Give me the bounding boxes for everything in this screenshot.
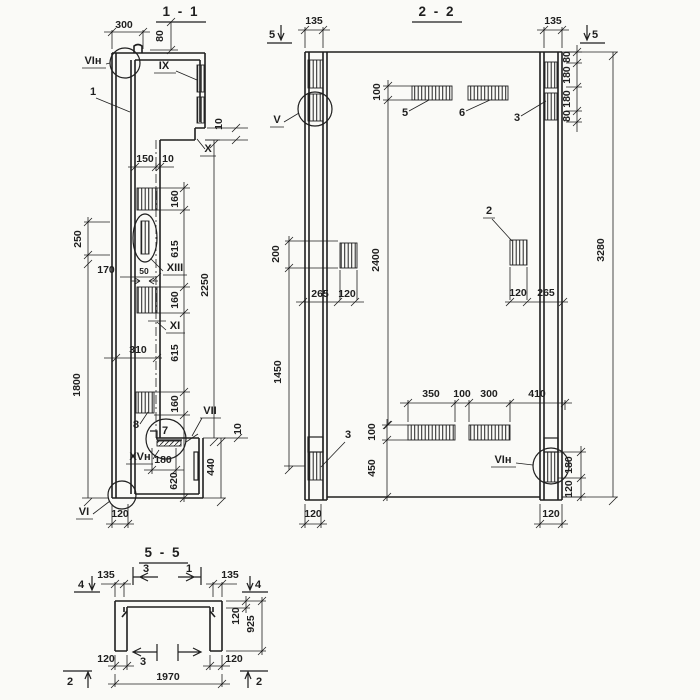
dim-135-right: 135 bbox=[544, 15, 562, 27]
dim-80-b: 80 bbox=[561, 110, 573, 122]
cut-marker-5-right-label: 5 bbox=[591, 29, 599, 41]
callout-7: 7 bbox=[161, 425, 169, 437]
dim-200: 200 bbox=[270, 245, 282, 263]
embed-plate-top-1 bbox=[197, 65, 204, 92]
callout-5-leader bbox=[409, 100, 429, 111]
dim-300: 300 bbox=[115, 19, 133, 31]
section-5-5-title: 5 - 5 bbox=[144, 545, 182, 560]
dim-2400-lines bbox=[384, 106, 392, 429]
cut-marker-2-left-label: 2 bbox=[66, 676, 74, 688]
node-label-x: X bbox=[204, 143, 212, 155]
dim-450: 450 bbox=[366, 459, 378, 477]
embed-plate-c bbox=[136, 392, 154, 413]
section-2-2 bbox=[267, 4, 618, 528]
cut-marker-bottom-right-arrow bbox=[178, 644, 201, 661]
dim-135-right-lines bbox=[537, 26, 569, 48]
callout-6: 6 bbox=[458, 107, 466, 119]
dim-180-right: 180 bbox=[563, 456, 575, 474]
left-rib-embed-2 bbox=[308, 94, 323, 121]
dim-135-left: 135 bbox=[305, 15, 323, 27]
dim-440: 440 bbox=[205, 458, 217, 476]
node-label-xi: XI bbox=[169, 320, 181, 332]
embed-bar-6 bbox=[468, 86, 508, 100]
embed-bar-5 bbox=[412, 86, 452, 100]
cut-marker-4-right-label: 4 bbox=[254, 579, 262, 591]
section-2-2-title: 2 - 2 bbox=[418, 4, 456, 19]
node-label-xvn: XVн bbox=[129, 451, 151, 463]
dim-3280: 3280 bbox=[595, 238, 607, 262]
channel-profile-5-5 bbox=[115, 601, 222, 651]
dim-180-a: 180 bbox=[561, 66, 573, 84]
cut-marker-3-top-label: 3 bbox=[142, 563, 150, 575]
dim-120-leg-left: 120 bbox=[97, 653, 115, 665]
callout-2-leader bbox=[483, 218, 512, 241]
node-label-v: V bbox=[273, 114, 281, 126]
panel-profile-1-1 bbox=[112, 45, 205, 499]
dim-925: 925 bbox=[245, 615, 257, 633]
dim-200-lines bbox=[285, 236, 338, 272]
dim-615-a: 615 bbox=[169, 240, 181, 258]
dim-1800: 1800 bbox=[71, 373, 83, 397]
callout-1-leader bbox=[96, 98, 130, 112]
section-1-1-title: 1 - 1 bbox=[162, 4, 200, 19]
dim-1450: 1450 bbox=[272, 360, 284, 384]
dim-150: 150 bbox=[136, 153, 154, 165]
dim-120-right-bottom: 120 bbox=[563, 480, 575, 498]
embed-plate-a bbox=[137, 188, 157, 210]
dim-1800-lines bbox=[82, 260, 108, 506]
dim-300-lines bbox=[104, 28, 150, 49]
cut-marker-2-right bbox=[240, 671, 268, 688]
left-rib-box bbox=[308, 437, 323, 452]
dim-10-bottom: 10 bbox=[232, 423, 244, 435]
dim-350: 350 bbox=[422, 388, 440, 400]
dim-135-right-5: 135 bbox=[221, 569, 239, 581]
left-rib-embed-1 bbox=[308, 60, 323, 88]
lifting-loop-bar bbox=[141, 221, 149, 254]
dim-135-right-5-lines bbox=[206, 580, 237, 597]
cut-marker-1-top-label: 1 bbox=[185, 563, 193, 575]
node-label-ix-leader bbox=[154, 71, 197, 80]
dim-120-col-left: 120 bbox=[304, 508, 322, 520]
dim-180-b: 180 bbox=[561, 90, 573, 108]
dim-615-b: 615 bbox=[169, 344, 181, 362]
embed-plate-b bbox=[137, 287, 157, 313]
dim-10-top-lines bbox=[205, 124, 248, 144]
dim-250-lines bbox=[84, 217, 110, 260]
dim-135-left-5: 135 bbox=[97, 569, 115, 581]
dim-80: 80 bbox=[154, 30, 166, 42]
dim-10-top: 10 bbox=[213, 118, 225, 130]
dim-50: 50 bbox=[139, 266, 149, 276]
dim-310: 310 bbox=[129, 344, 147, 356]
dim-100-chain: 100 bbox=[453, 388, 471, 400]
dim-300: 300 bbox=[480, 388, 498, 400]
embed-square-right bbox=[510, 240, 527, 265]
dim-120-flange: 120 bbox=[230, 607, 242, 625]
dim-170: 170 bbox=[97, 264, 115, 276]
callout-3-bottom: 3 bbox=[344, 429, 352, 441]
section-5-5 bbox=[63, 545, 268, 688]
cut-marker-2-right-label: 2 bbox=[255, 676, 263, 688]
embed-bar-bottom-2 bbox=[469, 425, 510, 440]
dim-265-left: 265 bbox=[311, 288, 329, 300]
cut-marker-4-left-label: 4 bbox=[77, 579, 85, 591]
dim-1970: 1970 bbox=[156, 671, 180, 683]
dim-450-lines bbox=[383, 444, 391, 501]
dim-620: 620 bbox=[168, 472, 180, 490]
dim-120-col-right: 120 bbox=[542, 508, 560, 520]
dim-120-right: 120 bbox=[509, 287, 527, 299]
callout-3-top: 3 bbox=[513, 112, 521, 124]
dim-250: 250 bbox=[72, 230, 84, 248]
section-1-1 bbox=[71, 4, 248, 528]
dim-2250: 2250 bbox=[199, 273, 211, 297]
dim-120-left: 120 bbox=[338, 288, 356, 300]
dim-265-right: 265 bbox=[537, 287, 555, 299]
embed-square-left bbox=[340, 243, 357, 268]
node-label-vii: VII bbox=[203, 405, 217, 417]
dim-2400: 2400 bbox=[370, 248, 382, 272]
end-insert-plate bbox=[194, 452, 198, 480]
node-label-xiii: XIII bbox=[166, 262, 184, 274]
cut-marker-5-left-label: 5 bbox=[268, 29, 276, 41]
node7-weld-plate bbox=[157, 441, 181, 446]
right-rib-embed-3 bbox=[544, 452, 558, 482]
callout-8-leader bbox=[140, 412, 148, 424]
dim-180: 180 bbox=[154, 454, 172, 466]
node-label-ix: IX bbox=[158, 60, 170, 72]
cut-marker-3-bottom-label: 3 bbox=[139, 656, 147, 668]
dim-100-top-lines bbox=[383, 80, 412, 106]
dim-160-a: 160 bbox=[169, 190, 181, 208]
dim-100-top: 100 bbox=[371, 83, 383, 101]
right-rib-embed-2 bbox=[545, 93, 557, 120]
embed-plate-top-2 bbox=[197, 97, 204, 123]
callout-3-top-leader bbox=[521, 101, 546, 116]
embed-bar-bottom-1 bbox=[408, 425, 455, 440]
dim-bottom-chain-lines bbox=[400, 399, 572, 422]
callout-3-bottom-leader bbox=[321, 442, 345, 467]
callout-2: 2 bbox=[485, 205, 493, 217]
right-rib-embed-1 bbox=[545, 62, 557, 88]
left-rib-embed-3 bbox=[308, 452, 323, 480]
dim-410: 410 bbox=[528, 388, 546, 400]
node-label-vin-2: VIн bbox=[494, 454, 512, 466]
dim-100-bottom: 100 bbox=[366, 423, 378, 441]
node-label-vi: VI bbox=[78, 506, 90, 518]
dim-120: 120 bbox=[111, 508, 129, 520]
dim-100-bottom-lines bbox=[382, 419, 408, 444]
node-label-vin: VIн bbox=[84, 55, 102, 67]
right-rib-box bbox=[544, 438, 558, 452]
dim-160-c: 160 bbox=[169, 395, 181, 413]
dim-120-leg-right: 120 bbox=[225, 653, 243, 665]
dim-10-inner: 10 bbox=[162, 153, 174, 165]
dim-160-b: 160 bbox=[169, 291, 181, 309]
callout-6-leader bbox=[466, 100, 490, 111]
dim-80-a: 80 bbox=[561, 51, 573, 63]
callout-5: 5 bbox=[401, 107, 409, 119]
callout-1: 1 bbox=[89, 86, 97, 98]
callout-8: 8 bbox=[132, 419, 140, 431]
dim-135-left-5-lines bbox=[101, 580, 131, 597]
dim-135-left-lines bbox=[298, 26, 330, 48]
